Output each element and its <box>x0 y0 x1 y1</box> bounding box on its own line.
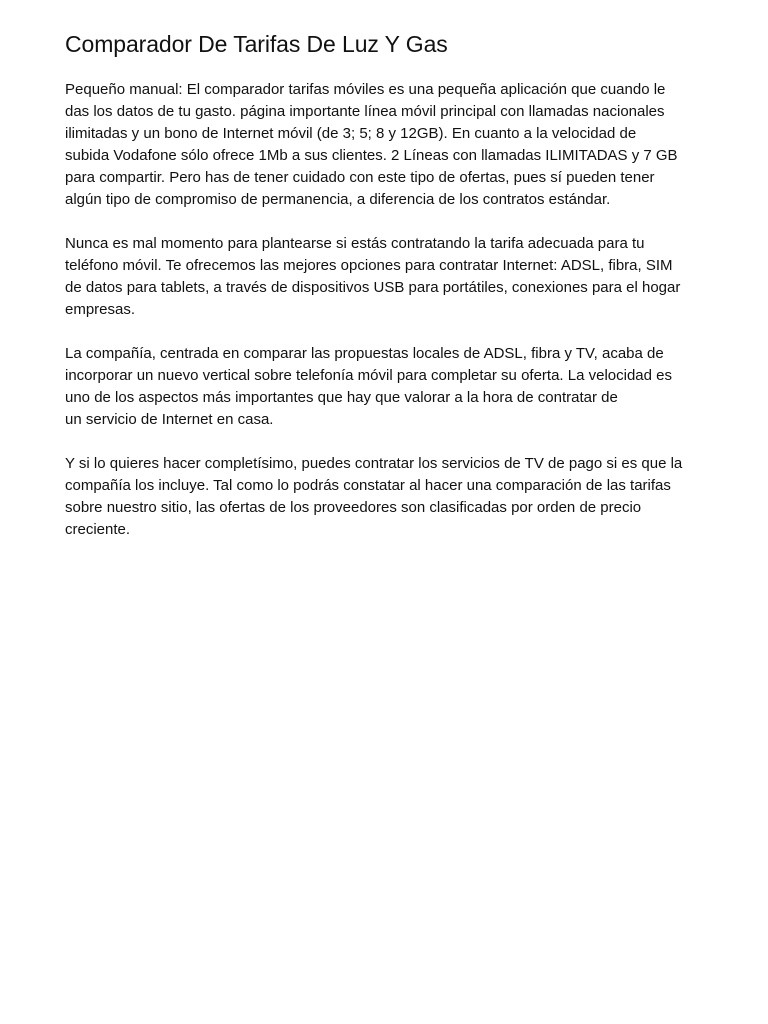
paragraph-line: teléfono móvil. Te ofrecemos las mejores opciones para contratar Internet: ADSL, fibra, SIM <box>65 257 673 274</box>
document-page <box>65 28 715 563</box>
paragraph-line: un servicio de Internet en casa. <box>65 411 274 428</box>
paragraph-line: das los datos de tu gasto. página importante línea móvil principal con llamadas nacionales <box>65 103 665 120</box>
paragraph-line: sobre nuestro sitio, las ofertas de los proveedores son clasificadas por orden de precio <box>65 499 642 516</box>
paragraph-line: Y si lo quieres hacer completísimo, puedes contratar los servicios de TV de pago si es que la <box>65 455 683 472</box>
paragraph-line: Pequeño manual: El comparador tarifas móviles es una pequeña aplicación que cuando le <box>65 81 666 98</box>
paragraph-4 <box>65 453 715 541</box>
paragraph-line: compañía los incluye. Tal como lo podrás constatar al hacer una comparación de las tarifas <box>65 477 671 494</box>
paragraph-line: creciente. <box>65 521 131 538</box>
paragraph-1 <box>65 79 715 211</box>
paragraph-line: La compañía, centrada en comparar las propuestas locales de ADSL, fibra y TV, acaba de <box>65 345 664 362</box>
paragraph-line: Nunca es mal momento para plantearse si estás contratando la tarifa adecuada para tu <box>65 235 645 252</box>
paragraph-line: para compartir. Pero has de tener cuidado con este tipo de ofertas, pues sí pueden tener <box>65 169 655 186</box>
paragraph-line: empresas. <box>65 301 136 318</box>
paragraph-line: uno de los aspectos más importantes que hay que valorar a la hora de contratar de <box>65 389 618 406</box>
paragraph-3 <box>65 343 715 431</box>
paragraph-line: de datos para tablets, a través de dispositivos USB para portátiles, conexiones para el hogar <box>65 279 681 296</box>
paragraph-line: subida Vodafone sólo ofrece 1Mb a sus clientes. 2 Líneas con llamadas ILIMITADAS y 7 GB <box>65 147 678 164</box>
paragraph-line: algún tipo de compromiso de permanencia, a diferencia de los contratos estándar. <box>65 191 611 208</box>
page-title: Comparador De Tarifas De Luz Y Gas <box>65 31 448 57</box>
paragraph-line: incorporar un nuevo vertical sobre telefonía móvil para completar su oferta. La velocidad es <box>65 367 672 384</box>
paragraph-line: ilimitadas y un bono de Internet móvil (de 3; 5; 8 y 12GB). En cuanto a la velocidad de <box>65 125 637 142</box>
paragraph-2 <box>65 233 715 321</box>
